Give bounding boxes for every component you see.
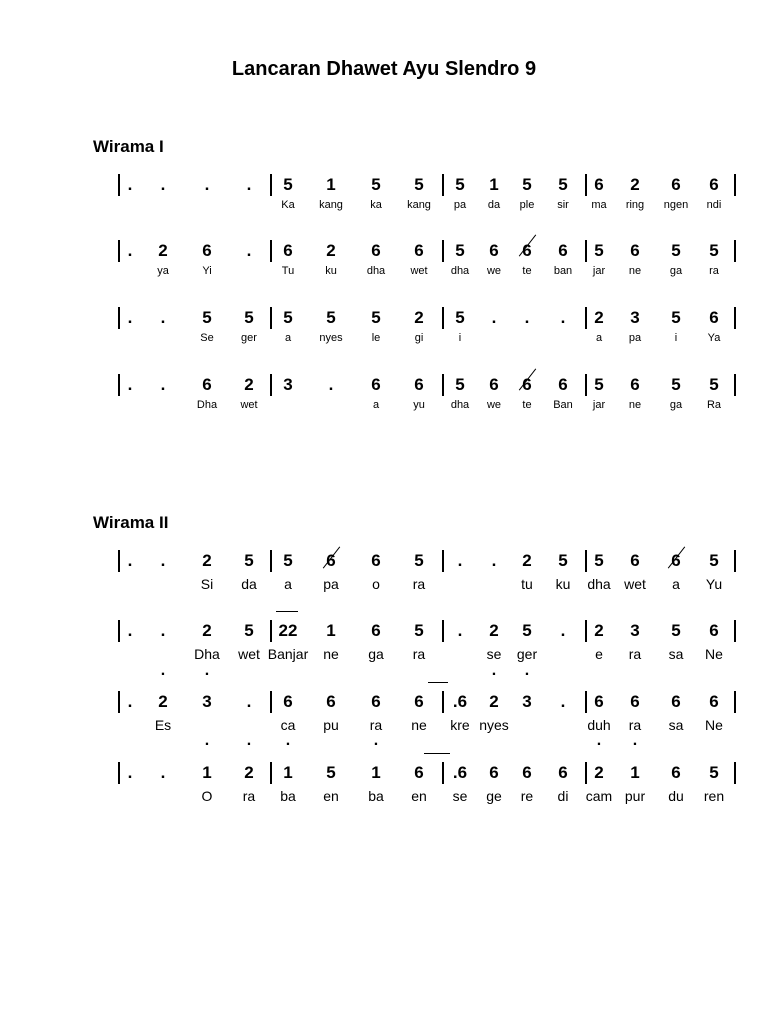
- lyric-syllable: ma: [591, 199, 607, 211]
- note: 6: [522, 763, 532, 782]
- note: .6: [452, 763, 468, 782]
- lyric-syllable: Si: [200, 576, 214, 592]
- note: 5: [455, 175, 465, 194]
- lyric-syllable: ngen: [663, 199, 689, 211]
- lyric-syllable: dha: [450, 399, 470, 411]
- note: .: [127, 692, 133, 711]
- note: 6: [414, 241, 424, 260]
- lyric-syllable: sa: [668, 717, 684, 733]
- lyric-syllable: Yu: [705, 576, 723, 592]
- lyric-syllable: dha: [366, 265, 386, 277]
- note: 1: [489, 175, 499, 194]
- octave-dot: .: [204, 732, 210, 749]
- note: 5: [244, 308, 254, 327]
- note: .: [246, 692, 252, 711]
- note: 1: [630, 763, 640, 782]
- lyric-syllable: du: [668, 788, 684, 804]
- lyric-syllable: wet: [238, 646, 260, 662]
- note: 6: [326, 551, 336, 570]
- lyric-syllable: ra: [709, 265, 719, 277]
- lyric-syllable: Ne: [705, 646, 723, 662]
- lyric-syllable: a: [284, 332, 292, 344]
- lyric-syllable: te: [522, 399, 532, 411]
- note: 6: [558, 241, 568, 260]
- lyric-syllable: ka: [370, 199, 382, 211]
- octave-dot: .: [285, 732, 291, 749]
- bar-line: [442, 174, 444, 196]
- lyric-syllable: da: [487, 199, 501, 211]
- lyric-syllable: yu: [413, 399, 425, 411]
- bar-line: [734, 307, 736, 329]
- lyric-syllable: i: [674, 332, 678, 344]
- bar-line: [118, 762, 120, 784]
- bar-line: [734, 240, 736, 262]
- note: .: [127, 308, 133, 327]
- note: .: [127, 763, 133, 782]
- note: 6: [414, 763, 424, 782]
- note: 2: [202, 621, 212, 640]
- lyric-syllable: ba: [280, 788, 296, 804]
- page-title: Lancaran Dhawet Ayu Slendro 9: [231, 58, 537, 80]
- bar-line: [734, 550, 736, 572]
- note: .: [127, 375, 133, 394]
- note: 6: [709, 692, 719, 711]
- lyric-syllable: Tu: [281, 265, 295, 277]
- lyric-syllable: tu: [521, 576, 533, 592]
- note: 2: [158, 241, 168, 260]
- bar-line: [734, 374, 736, 396]
- lyric-syllable: le: [371, 332, 381, 344]
- lyric-syllable: we: [486, 265, 502, 277]
- lyric-syllable: jar: [592, 265, 606, 277]
- note: .: [457, 551, 463, 570]
- lyric-syllable: Ban: [553, 399, 573, 411]
- note: 6: [671, 551, 681, 570]
- bar-line: [442, 550, 444, 572]
- lyric-syllable: ne: [323, 646, 339, 662]
- note: 5: [455, 375, 465, 394]
- lyric-syllable: pa: [628, 332, 642, 344]
- note: 6: [283, 241, 293, 260]
- lyric-syllable: re: [520, 788, 534, 804]
- octave-dot: .: [204, 662, 210, 679]
- note: .: [246, 175, 252, 194]
- lyric-syllable: se: [486, 646, 502, 662]
- note: 5: [283, 551, 293, 570]
- bar-line: [442, 620, 444, 642]
- octave-dot: .: [246, 732, 252, 749]
- note: 6: [489, 763, 499, 782]
- note: 5: [202, 308, 212, 327]
- lyric-syllable: Es: [154, 717, 172, 733]
- note: .: [160, 308, 166, 327]
- lyric-syllable: en: [411, 788, 427, 804]
- note: .: [560, 308, 566, 327]
- bar-line: [118, 620, 120, 642]
- lyric-syllable: i: [458, 332, 462, 344]
- note: 5: [671, 308, 681, 327]
- note: 6: [283, 692, 293, 711]
- note: 5: [414, 621, 424, 640]
- overline-mark: [424, 753, 450, 754]
- note: .: [160, 375, 166, 394]
- lyric-syllable: nyes: [319, 332, 343, 344]
- bar-line: [734, 174, 736, 196]
- note: 2: [594, 308, 604, 327]
- lyric-syllable: O: [201, 788, 213, 804]
- note: 2: [202, 551, 212, 570]
- lyric-syllable: a: [672, 576, 680, 592]
- note: 2: [158, 692, 168, 711]
- note: 5: [522, 175, 532, 194]
- note: 5: [594, 375, 604, 394]
- note: 6: [558, 763, 568, 782]
- note: 6: [558, 375, 568, 394]
- note: 6: [671, 175, 681, 194]
- bar-line: [118, 691, 120, 713]
- note: 5: [244, 621, 254, 640]
- note: 6: [671, 692, 681, 711]
- note: .: [560, 692, 566, 711]
- note: 5: [522, 621, 532, 640]
- lyric-syllable: kang: [407, 199, 431, 211]
- note: 5: [558, 175, 568, 194]
- note: 6: [671, 763, 681, 782]
- bar-line: [118, 374, 120, 396]
- lyric-syllable: ban: [553, 265, 573, 277]
- note: 6: [489, 375, 499, 394]
- lyric-syllable: dha: [587, 576, 611, 592]
- note: 6: [202, 375, 212, 394]
- bar-line: [270, 691, 272, 713]
- note: 5: [455, 241, 465, 260]
- note: 5: [709, 551, 719, 570]
- lyric-syllable: cam: [585, 788, 613, 804]
- bar-line: [270, 307, 272, 329]
- bar-line: [585, 550, 587, 572]
- note: 1: [371, 763, 381, 782]
- note: 6: [709, 175, 719, 194]
- note: .: [160, 621, 166, 640]
- lyric-syllable: wet: [410, 265, 428, 277]
- lyric-syllable: Se: [200, 332, 214, 344]
- lyric-syllable: Dha: [194, 646, 220, 662]
- bar-line: [270, 762, 272, 784]
- lyric-syllable: ra: [628, 717, 642, 733]
- bar-line: [734, 762, 736, 784]
- lyric-syllable: da: [241, 576, 257, 592]
- note: .: [127, 175, 133, 194]
- lyric-syllable: ca: [280, 717, 296, 733]
- lyric-syllable: ga: [669, 265, 683, 277]
- lyric-syllable: sa: [668, 646, 684, 662]
- bar-line: [442, 374, 444, 396]
- note: .: [127, 621, 133, 640]
- note: 6: [414, 375, 424, 394]
- note: 6: [594, 692, 604, 711]
- lyric-syllable: duh: [587, 717, 611, 733]
- note: 1: [283, 763, 293, 782]
- section-heading-wirama-1: Wirama I: [93, 137, 164, 156]
- lyric-syllable: Banjar: [267, 646, 309, 662]
- bar-line: [585, 174, 587, 196]
- note: 6: [371, 551, 381, 570]
- section-heading-wirama-2: Wirama II: [93, 513, 169, 532]
- bar-line: [118, 240, 120, 262]
- note: .: [127, 551, 133, 570]
- note: 5: [371, 308, 381, 327]
- note: 6: [630, 375, 640, 394]
- note: 5: [455, 308, 465, 327]
- lyric-syllable: ger: [241, 332, 257, 344]
- note: .: [491, 308, 497, 327]
- note: .: [160, 763, 166, 782]
- note: .: [204, 175, 210, 194]
- note: 1: [326, 621, 336, 640]
- octave-dot: .: [491, 662, 497, 679]
- lyric-syllable: en: [323, 788, 339, 804]
- note: 22: [278, 621, 298, 640]
- note: 6: [522, 241, 532, 260]
- lyric-syllable: ren: [703, 788, 725, 804]
- lyric-syllable: jar: [592, 399, 606, 411]
- note: 6: [522, 375, 532, 394]
- lyric-syllable: Yi: [202, 265, 212, 277]
- bar-line: [442, 240, 444, 262]
- octave-dot: .: [596, 732, 602, 749]
- note: .: [524, 308, 530, 327]
- note: 2: [244, 375, 254, 394]
- note: .: [491, 551, 497, 570]
- lyric-syllable: ring: [625, 199, 645, 211]
- note: 6: [371, 241, 381, 260]
- note: 5: [671, 241, 681, 260]
- note: 5: [283, 308, 293, 327]
- lyric-syllable: ga: [368, 646, 384, 662]
- note: 6: [371, 375, 381, 394]
- bar-line: [585, 691, 587, 713]
- lyric-syllable: wet: [240, 399, 258, 411]
- bar-line: [734, 620, 736, 642]
- note: 6: [594, 175, 604, 194]
- note: 5: [671, 375, 681, 394]
- note: 3: [202, 692, 212, 711]
- bar-line: [270, 240, 272, 262]
- lyric-syllable: ne: [628, 265, 642, 277]
- lyric-syllable: Ya: [707, 332, 721, 344]
- note: 5: [371, 175, 381, 194]
- overline-mark: [428, 682, 448, 683]
- lyric-syllable: ku: [325, 265, 337, 277]
- lyric-syllable: ra: [628, 646, 642, 662]
- bar-line: [442, 307, 444, 329]
- lyric-syllable: pur: [624, 788, 646, 804]
- bar-line: [585, 620, 587, 642]
- bar-line: [442, 762, 444, 784]
- lyric-syllable: nyes: [479, 717, 509, 733]
- bar-line: [118, 174, 120, 196]
- lyric-syllable: ndi: [706, 199, 722, 211]
- note: .: [160, 175, 166, 194]
- note: 2: [594, 621, 604, 640]
- note: 5: [709, 763, 719, 782]
- note: 5: [283, 175, 293, 194]
- note: 5: [594, 551, 604, 570]
- note: 6: [630, 692, 640, 711]
- note: 5: [558, 551, 568, 570]
- lyric-syllable: ra: [242, 788, 256, 804]
- note: 2: [489, 621, 499, 640]
- lyric-syllable: a: [284, 576, 292, 592]
- bar-line: [270, 550, 272, 572]
- note: 3: [630, 308, 640, 327]
- note: 2: [244, 763, 254, 782]
- note: 3: [283, 375, 293, 394]
- bar-line: [270, 174, 272, 196]
- lyric-syllable: ba: [368, 788, 384, 804]
- lyric-syllable: kre: [450, 717, 470, 733]
- bar-line: [442, 691, 444, 713]
- lyric-syllable: Ne: [705, 717, 723, 733]
- bar-line: [270, 620, 272, 642]
- lyric-syllable: a: [595, 332, 603, 344]
- note: 5: [709, 375, 719, 394]
- note: 2: [489, 692, 499, 711]
- lyric-syllable: dha: [450, 265, 470, 277]
- lyric-syllable: ger: [516, 646, 538, 662]
- note: 2: [594, 763, 604, 782]
- lyric-syllable: o: [372, 576, 380, 592]
- note: 2: [630, 175, 640, 194]
- note: 5: [414, 175, 424, 194]
- lyric-syllable: we: [486, 399, 502, 411]
- octave-dot: .: [373, 732, 379, 749]
- bar-line: [734, 691, 736, 713]
- bar-line: [585, 374, 587, 396]
- lyric-syllable: ne: [628, 399, 642, 411]
- lyric-syllable: e: [595, 646, 603, 662]
- octave-dot: .: [524, 662, 530, 679]
- note: 6: [326, 692, 336, 711]
- note: 1: [202, 763, 212, 782]
- note: 6: [709, 308, 719, 327]
- bar-line: [270, 374, 272, 396]
- note: 5: [244, 551, 254, 570]
- bar-line: [118, 550, 120, 572]
- lyric-syllable: ku: [555, 576, 571, 592]
- lyric-syllable: gi: [414, 332, 424, 344]
- note: 2: [414, 308, 424, 327]
- bar-line: [585, 762, 587, 784]
- octave-dot: .: [632, 732, 638, 749]
- note: .: [560, 621, 566, 640]
- note: 6: [489, 241, 499, 260]
- lyric-syllable: pa: [453, 199, 467, 211]
- lyric-syllable: wet: [624, 576, 646, 592]
- note: 1: [326, 175, 336, 194]
- note: 6: [630, 241, 640, 260]
- lyric-syllable: se: [452, 788, 468, 804]
- note: 6: [371, 692, 381, 711]
- bar-line: [585, 307, 587, 329]
- octave-dot: .: [160, 662, 166, 679]
- note: 2: [522, 551, 532, 570]
- lyric-syllable: ra: [412, 646, 426, 662]
- note: 6: [630, 551, 640, 570]
- note: 5: [594, 241, 604, 260]
- note: 5: [709, 241, 719, 260]
- note: 6: [202, 241, 212, 260]
- note: 5: [671, 621, 681, 640]
- lyric-syllable: pa: [323, 576, 339, 592]
- note: 6: [371, 621, 381, 640]
- lyric-syllable: ya: [157, 265, 169, 277]
- lyric-syllable: ra: [369, 717, 383, 733]
- note: 5: [326, 308, 336, 327]
- note: .: [246, 241, 252, 260]
- note: 2: [326, 241, 336, 260]
- note: .6: [452, 692, 468, 711]
- lyric-syllable: ga: [669, 399, 683, 411]
- overline-mark: [276, 611, 298, 612]
- note: 5: [326, 763, 336, 782]
- lyric-syllable: di: [557, 788, 569, 804]
- note: .: [127, 241, 133, 260]
- lyric-syllable: ple: [519, 199, 535, 211]
- bar-line: [118, 307, 120, 329]
- lyric-syllable: te: [522, 265, 532, 277]
- note: .: [457, 621, 463, 640]
- lyric-syllable: ra: [412, 576, 426, 592]
- lyric-syllable: a: [372, 399, 380, 411]
- lyric-syllable: sir: [557, 199, 569, 211]
- note: 3: [522, 692, 532, 711]
- lyric-syllable: Ra: [706, 399, 722, 411]
- lyric-syllable: kang: [319, 199, 343, 211]
- note: 6: [709, 621, 719, 640]
- lyric-syllable: ge: [486, 788, 502, 804]
- note: .: [160, 551, 166, 570]
- note: 3: [630, 621, 640, 640]
- lyric-syllable: ne: [411, 717, 427, 733]
- lyric-syllable: Ka: [281, 199, 295, 211]
- lyric-syllable: Dha: [196, 399, 218, 411]
- note: .: [328, 375, 334, 394]
- note: 5: [414, 551, 424, 570]
- lyric-syllable: pu: [323, 717, 339, 733]
- note: 6: [414, 692, 424, 711]
- bar-line: [585, 240, 587, 262]
